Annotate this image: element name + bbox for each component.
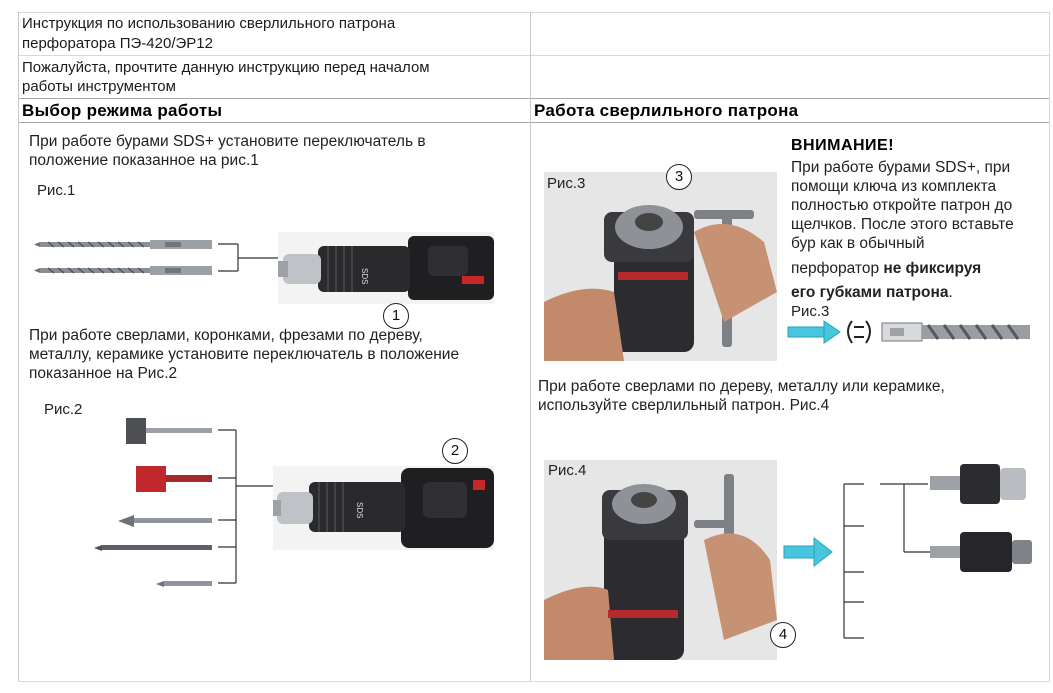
arrow-right-icon	[784, 538, 832, 566]
fig2-label: Рис.2	[44, 401, 83, 418]
fig1-label: Рис.1	[37, 182, 76, 199]
grid-top	[18, 12, 1050, 13]
tile-bit-icon	[118, 515, 212, 527]
bracket	[844, 484, 930, 638]
callout-1: 1	[383, 303, 409, 329]
header-line3: Пожалуйста, прочтите данную инструкцию перед началом	[22, 59, 430, 76]
fig3-small-label: Рис.3	[791, 303, 830, 320]
screw-bit-icon	[156, 581, 212, 587]
drill-photo-sds-mode	[278, 232, 494, 304]
grid-mid	[530, 12, 531, 682]
grid-row2	[18, 98, 1050, 99]
warning-line7-bold: его губками патрона	[791, 284, 949, 301]
grid-right	[1049, 12, 1050, 682]
svg-text:SDS: SDS	[355, 502, 364, 519]
bracket	[218, 244, 278, 271]
header-line2: перфоратора ПЭ-420/ЭР12	[22, 35, 213, 52]
wood-bit-icon	[126, 418, 212, 444]
warning-line7-end: .	[948, 284, 953, 301]
left-p1-line2: положение показанное на рис.1	[29, 152, 259, 169]
warning-line3: полностью откройте патрон до	[791, 197, 1013, 214]
hole-saw-icon	[136, 466, 212, 492]
right-p3-line2: используйте сверлильный патрон. Рис.4	[538, 397, 830, 414]
left-p2-line2: металлу, керамике установите переключатель в положение	[29, 346, 460, 363]
grid-left	[18, 12, 19, 682]
left-p2-line3: показанное на Рис.2	[29, 365, 178, 382]
warning-line4: щелчков. После этого вставьте	[791, 216, 1014, 233]
warning-title: ВНИМАНИЕ!	[791, 137, 895, 154]
right-section-title: Работа сверлильного патрона	[534, 101, 799, 120]
svg-text:SDS: SDS	[360, 268, 369, 285]
metal-drill-icon	[94, 545, 212, 551]
drilling-tools-illustration	[92, 412, 277, 597]
chuck-key-photo-fig3	[544, 172, 777, 361]
sds-bit-icon	[34, 240, 212, 249]
warning-line1: При работе бурами SDS+, при	[791, 159, 1011, 176]
grid-bottom	[18, 681, 1050, 682]
drill-photo-drill-mode	[273, 466, 494, 550]
callout-3: 3	[666, 164, 692, 190]
fig4-label: Рис.4	[548, 462, 587, 479]
grid-row1	[18, 55, 1050, 56]
warning-line6-plain: перфоратор	[791, 260, 884, 277]
chuck-open-icon	[848, 321, 870, 343]
chuck-selection-diagram	[780, 460, 1042, 650]
sds-chuck-icon	[930, 464, 1026, 504]
sds-bits-illustration	[30, 232, 280, 282]
left-p2-line1: При работе сверлами, коронками, фрезами по дереву,	[29, 327, 423, 344]
callout-2: 2	[442, 438, 468, 464]
sds-bit-icon	[882, 323, 1030, 341]
header-line1: Инструкция по использованию сверлильного патрона	[22, 15, 396, 32]
grid-row3	[18, 122, 1050, 123]
sds-bit-icon	[34, 266, 212, 275]
callout-4: 4	[770, 622, 796, 648]
bracket	[218, 430, 274, 583]
warning-line2: помощи ключа из комплекта	[791, 178, 997, 195]
warning-line6-bold: не фиксируя	[883, 260, 982, 277]
warning-line5: бур как в обычный	[791, 235, 925, 252]
right-p3-line1: При работе сверлами по дереву, металлу или керамике,	[538, 378, 945, 395]
header-line4: работы инструментом	[22, 78, 176, 95]
left-p1-line1: При работе бурами SDS+ установите переключатель в	[29, 133, 426, 150]
arrow-right-icon	[788, 321, 840, 343]
fig3-label: Рис.3	[547, 175, 586, 192]
sds-insert-diagram	[786, 315, 1034, 347]
left-section-title: Выбор режима работы	[22, 101, 223, 120]
drill-chuck-icon	[930, 532, 1032, 572]
warning-line6	[791, 259, 981, 278]
chuck-key-photo-fig4	[544, 460, 777, 660]
warning-line7	[791, 283, 953, 302]
